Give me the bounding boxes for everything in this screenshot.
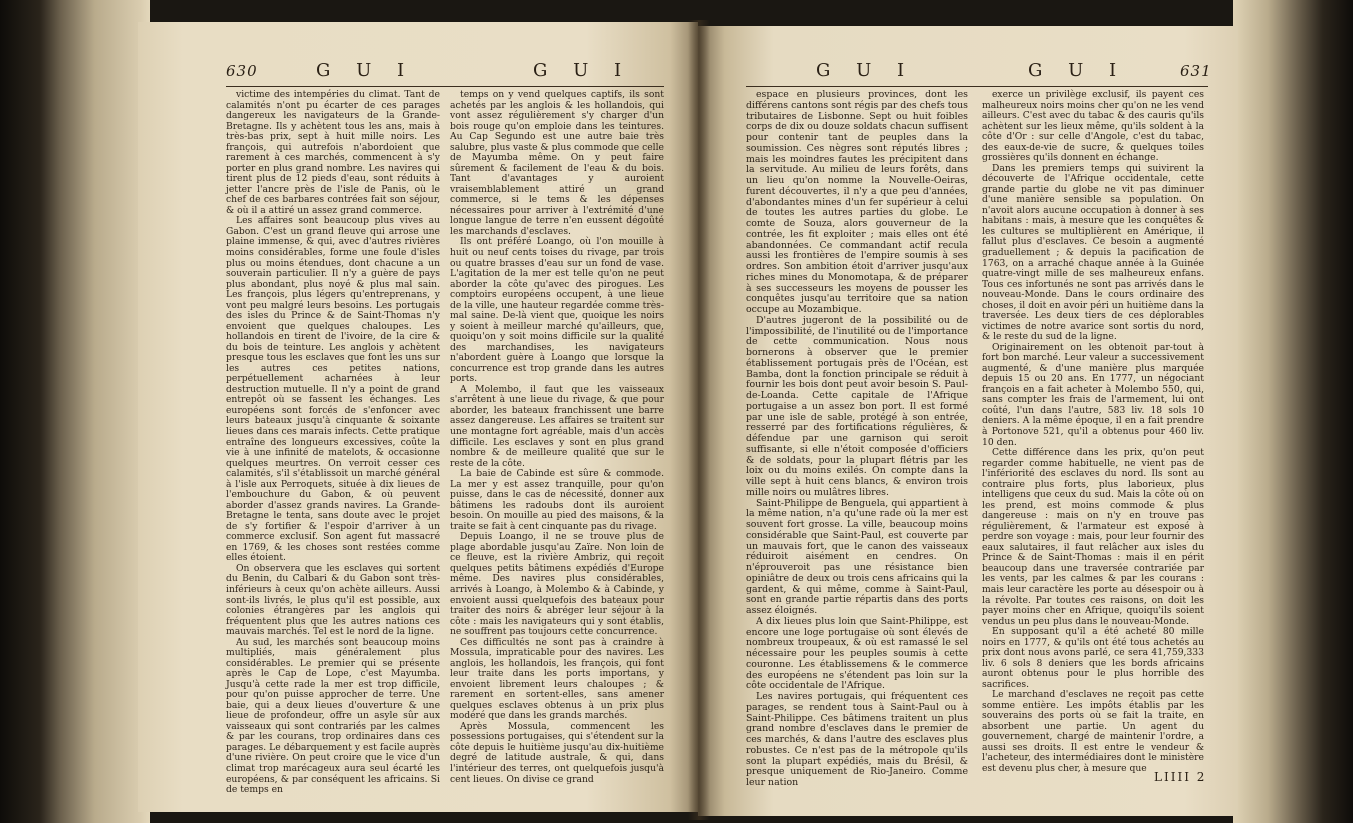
right-page — [698, 26, 1238, 816]
text-column-left — [746, 90, 968, 796]
left-page — [138, 22, 698, 812]
text-column-left — [226, 90, 440, 796]
paragraph: Au sud, les marchés sont beaucoup moins multipliés, mais généralement plus considérables. Le premier qui se présente après le Cap de Lope, c'est Mayumba. Jusqu'à cette rade la mer est trop difficile, pour qu'on puisse approcher de terre. Une baie, qui a deux lieues d'ouverture & une lieue de profondeur, offre un asyle sûr aux vaisseaux qui sont contrariés par les calmes & par les courans, trop ordinaires dans ces parages. Le débarquement y est facile auprès d'une rivière. On peut croire que le vice d'un climat trop marécageux aura seul écarté les européens, & par conséquent les africains. Si de temps en — [226, 636, 440, 796]
running-head: G U I — [533, 60, 632, 81]
paragraph: Depuis Loango, il ne se trouve plus de plage abordable jusqu'au Zaïre. Non loin de ce fleuve, est la rivière Ambriz, qui reçoit quelques petits bâtimens expédiés d'Europe même. Des navires plus considérables, arrivés à Loango, à Molembo & à Cabinde, y envoient aussi quelquefois des bateaux pour traiter des noirs & abréger leur séjour à la côte : mais les navigateurs qui y sont établis, ne souffrent pas toujours cette concurrence. — [450, 531, 664, 638]
paragraph: Ils ont préféré Loango, où l'on mouille à huit ou neuf cents toises du rivage, par trois ou quatre brasses d'eau sur un fond de vase. L'agitation de la mer est telle qu'on ne peut aborder la côte qu'avec des pirogues. Les comptoirs européens occupent, à une lieue de la ville, une hauteur regardée comme très-mal saine. De-là vient que, quoique les noirs y soient à meilleur marché qu'ailleurs, que, quoiqu'on y soit moins difficile sur la qualité des marchandises, les navigateurs n'abordent guère à Loango que lorsque la concurrence est trop grande dans les autres ports. — [450, 236, 664, 385]
paragraph: D'autres jugeront de la possibilité ou de l'impossibilité, de l'inutilité ou de l'importance de cette communication. Nous nous bornerons à observer que le premier établissement portugais près de l'Océan, est Bamba, dont la fonction principale se réduit à fournir les bois dont peut avoir besoin S. Paul-de-Loanda. Cette capitale de l'Afrique portugaise a un assez bon port. Il est formé par une isle de sable, protégé à son entrée, resserré par des fortifications régulières, & défendue par une garnison qui seroit suffisante, si elle n'étoit composée d'officiers & de soldats, pour la plupart flétris par les loix ou du moins exilés. On compte dans la ville sept à huit cens blancs, & environ trois mille noirs ou mulâtres libres. — [746, 314, 968, 498]
paragraph: On observera que les esclaves qui sortent du Benin, du Calbari & du Gabon sont très-inférieurs à ceux qu'on achète ailleurs. Aussi sont-ils livrés, le plus qu'il est possible, aux colonies étrangères par les anglois qui fréquentent plus que les autres nations ces mauvais marchés. Tel est le nord de la ligne. — [226, 562, 440, 638]
text-column-right — [982, 89, 1207, 786]
book-gutter — [688, 20, 710, 820]
paragraph: Après Mossula, commencent les possessions portugaises, qui s'étendent sur la côte depuis le huitième jusqu'au dix-huitième degré de latitude australe, & qui, dans l'intérieur des terres, ont quelquefois jusqu'à cent lieues. On divise ce grand — [450, 720, 664, 785]
paragraph: Les navires portugais, qui fréquentent ces parages, se rendent tous à Saint-Paul ou à Saint-Philippe. Ces bâtimens traitent un plus grand nombre d'esclaves dans le premier de ces marchés, & dans l'autre des esclaves plus robustes. Ce n'est pas de la métropole qu'ils sont la plupart expédiés, mais du Brésil, & presque uniquement de Rio-Janeiro. Comme leur nation — [746, 691, 968, 788]
paragraph: victime des intempéries du climat. Tant de calamités n'ont pu écarter de ces parages dangereux les navigateurs de la Grande-Bretagne. Ils y achètent tous les ans, mais à très-bas prix, sept à huit mille noirs. Les françois, qui autrefois n'abordoient que rarement à ces marchés, commencent à s'y porter en plus grand nombre. Les navires qui tirent plus de 12 pieds d'eau, sont réduits à jetter l'ancre près de l'isle de Panis, où le chef de ces barbares contrées fait son séjour, & où il a attiré un assez grand commerce. — [226, 89, 440, 216]
paragraph: Cette différence dans les prix, qu'on peut regarder comme habituelle, ne vient pas de l'infériorité des esclaves du nord. Ils sont au contraire plus forts, plus laborieux, plus intelligens que ceux du sud. Mais la côte où on les prend, est moins commode & plus dangereuse : mais on n'y en trouve pas régulièrement, & l'armateur est exposé à perdre son voyage : mais, pour leur fournir des eaux salutaires, il faut relâcher aux isles du Prince & de Saint-Thomas : mais il en périt beaucoup dans une traversée contrariée par les vents, par les calmes & par les courans : mais leur caractère les porte au désespoir ou à la révolte. Par toutes ces raisons, on doit les payer moins cher en Afrique, quoiqu'ils soient vendus un peu plus dans le nouveau-Monde. — [982, 447, 1204, 627]
text-column-right — [450, 90, 664, 796]
header-rule — [746, 86, 1208, 87]
paragraph: A Molembo, il faut que les vaisseaux s'arrêtent à une lieue du rivage, & que pour aborder, les bateaux franchissent une barre assez dangereuse. Les affaires se traitent sur une montagne fort agréable, mais d'un accès difficile. Les esclaves y sont en plus grand nombre & de meilleure qualité que sur le reste de la côte. — [450, 383, 664, 469]
paragraph: A dix lieues plus loin que Saint-Philippe, est encore une loge portugaise où sont élevés de nombreux troupeaux, & où est ramassé le sel nécessaire pour les peuples soumis à cette couronne. Les établissemens & le commerce des européens ne s'étendent pas loin sur la côte occidentale de l'Afrique. — [746, 615, 968, 692]
signature-mark: LIIII 2 — [1154, 770, 1207, 784]
paragraph: exerce un privilège exclusif, ils payent ces malheureux noirs moins cher qu'on ne les vend ailleurs. C'est avec du tabac & des cauris qu'ils achètent sur les lieux même, qu'ils soldent à la côte d'Or : sur celle d'Angole, c'est du tabac, des eaux-de-vie de sucre, & quelques toiles grossières qu'ils donnent en échange. — [982, 89, 1204, 164]
paragraph: Les affaires sont beaucoup plus vives au Gabon. C'est un grand fleuve qui arrose une plaine immense, & qui, avec d'autres rivières moins considérables, forme une foule d'isles plus ou moins étendues, dont chacune a un souverain particulier. Il n'y a guère de pays plus abondant, plus noyé & plus mal sain. Les françois, plus légers qu'entreprenans, y vont peu malgré leurs besoins. Les portugais des isles du Prince & de Saint-Thomas n'y envoient que quelques chaloupes. Les hollandois en tirent de l'ivoire, de la cire & du bois de teinture. Les anglois y achètent presque tous les esclaves que font les uns sur les autres ces petites nations, perpétuellement acharnées à leur destruction mutuelle. Il n'y a point de grand entrepôt où se fassent les échanges. Les européens sont forcés de s'enfoncer avec leurs bateaux jusqu'à cinquante & soixante lieues dans ces marais infects. Cette pratique entraîne des longueurs excessives, coûte la vie à une infinité de matelots, & occasionne quelques meurtres. On verroit cesser ces calamités, s'il s'établissoit un marché général à l'isle aux Perroquets, située à dix lieues de l'embouchure du Gabon, & où peuvent aborder d'assez grands navires. La Grande-Bretagne le tenta, sans doute avec le projet de s'y fortifier & l'espoir d'arriver à un commerce exclusif. Son agent fut massacré en 1769, & les choses sont restées comme elles étoient. — [226, 215, 440, 564]
paragraph: Le marchand d'esclaves ne reçoit pas cette somme entière. Les impôts établis par les souverains des ports où se fait la traite, en absorbent une partie. Un agent du gouvernement, chargé de maintenir l'ordre, a aussi ses droits. Il est entre le vendeur & l'acheteur, des intermédiaires dont le ministère est devenu plus cher, à mesure que — [982, 689, 1204, 774]
left-page-edges — [0, 0, 150, 823]
paragraph: Dans les premiers temps qui suivirent la découverte de l'Afrique occidentale, cette grande partie du globe ne vit pas diminuer d'une manière sensible sa population. On n'avoit alors aucune occupation à donner à ses habitans : mais, à mesure que les conquêtes & les cultures se multiplièrent en Amérique, il fallut plus d'esclaves. Ce besoin a augmenté graduellement ; & depuis la pacification de 1763, on a arraché chaque année à la Guinée quatre-vingt mille de ses malheureux enfans. Tous ces infortunés ne sont pas arrivés dans le nouveau-Monde. Dans le cours ordinaire des choses, il doit en avoir péri un huitième dans la traversée. Les deux tiers de ces déplorables victimes de notre avarice sont sortis du nord, & le reste du sud de la ligne. — [982, 162, 1204, 343]
header-rule — [226, 86, 664, 87]
right-page-edges — [1233, 0, 1353, 823]
paragraph: Originairement on les obtenoit par-tout à fort bon marché. Leur valeur a successivement augmenté, & d'une manière plus marquée depuis 15 ou 20 ans. En 1777, un négociant françois en a fait acheter à Molembo 550, qui, sans compter les frais de l'armement, lui ont coûté, l'un dans l'autre, 583 liv. 18 sols 10 deniers. A la même époque, il en a fait prendre à Portonove 521, qu'il a obtenus pour 460 liv. 10 den. — [982, 341, 1204, 448]
page-number: 630 — [226, 62, 258, 80]
paragraph: Ces difficultés ne sont pas à craindre à Mossula, impraticable pour des navires. Les anglois, les hollandois, les françois, qui font leur traite dans les ports importans, y envoient librement leurs chaloupes ; & rarement en sortent-elles, sans amener quelques esclaves obtenus à un prix plus modéré que dans les grands marchés. — [450, 636, 664, 722]
paragraph: espace en plusieurs provinces, dont les différens cantons sont régis par des chefs tous tributaires de Lisbonne. Sept ou huit foibles corps de dix ou douze soldats chacun suffisent pour contenir tant de peuples dans la soumission. Ces nègres sont réputés libres ; mais les moindres fautes les précipitent dans la servitude. Au milieu de leurs forêts, dans un lieu qu'on nomme la Nouvelle-Oeiras, furent découvertes, il n'y a que peu d'années, d'abondantes mines d'un fer supérieur à celui de toutes les autres parties du globe. Le comte de Souza, alors gouverneur de la contrée, les fit exploiter ; mais elles ont été abandonnées. Ce commandant actif recula aussi les frontières de l'empire soumis à ses ordres. Son ambition étoit d'arriver jusqu'aux riches mines du Monomotapa, & de préparer à ses successeurs les moyens de pousser les conquêtes jusqu'au territoire que sa nation occupe au Mozambique. — [746, 89, 968, 315]
running-head: G U I — [1028, 60, 1127, 81]
paragraph: temps on y vend quelques captifs, ils sont achetés par les anglois & les hollandois, qui vont assez régulièrement s'y charger d'un bois rouge qu'on emploie dans les teintures. Au Cap Segundo est une autre baie très salubre, plus vaste & plus commode que celle de Mayumba même. On y peut faire sûrement & facilement de l'eau & du bois. Tant d'avantages y auroient vraisemblablement attiré un grand commerce, si le tems & les dépenses nécessaires pour arriver à l'extrémité d'une longue langue de terre n'en eussent dégoûté les marchands d'esclaves. — [450, 89, 664, 237]
page-number: 631 — [1180, 62, 1212, 80]
paragraph: La baie de Cabinde est sûre & commode. La mer y est assez tranquille, pour qu'on puisse, dans le cas de nécessité, donner aux bâtimens les radoubs dont ils auroient besoin. On mouille au pied des maisons, & la traite se fait à cent cinquante pas du rivage. — [450, 468, 664, 532]
paragraph: En supposant qu'il a été acheté 80 mille noirs en 1777, & qu'ils ont été tous achetés au prix dont nous avons parlé, ce sera 41,759,333 liv. 6 sols 8 deniers que les bords africains auront obtenus pour le plus horrible des sacrifices. — [982, 626, 1204, 690]
paragraph: Saint-Philippe de Benguela, qui appartient à la même nation, n'a qu'une rade où la mer est souvent fort grosse. La ville, beaucoup moins considérable que Saint-Paul, est couverte par un mauvais fort, que le canon des vaisseaux réduiroit aisément en cendres. On n'éprouveroit pas une résistance bien opiniâtre de deux ou trois cens africains qui la gardent, & qui même, comme à Saint-Paul, sont en grande partie répartis dans des ports assez éloignés. — [746, 497, 968, 616]
running-head: G U I — [316, 60, 415, 81]
running-head: G U I — [816, 60, 915, 81]
